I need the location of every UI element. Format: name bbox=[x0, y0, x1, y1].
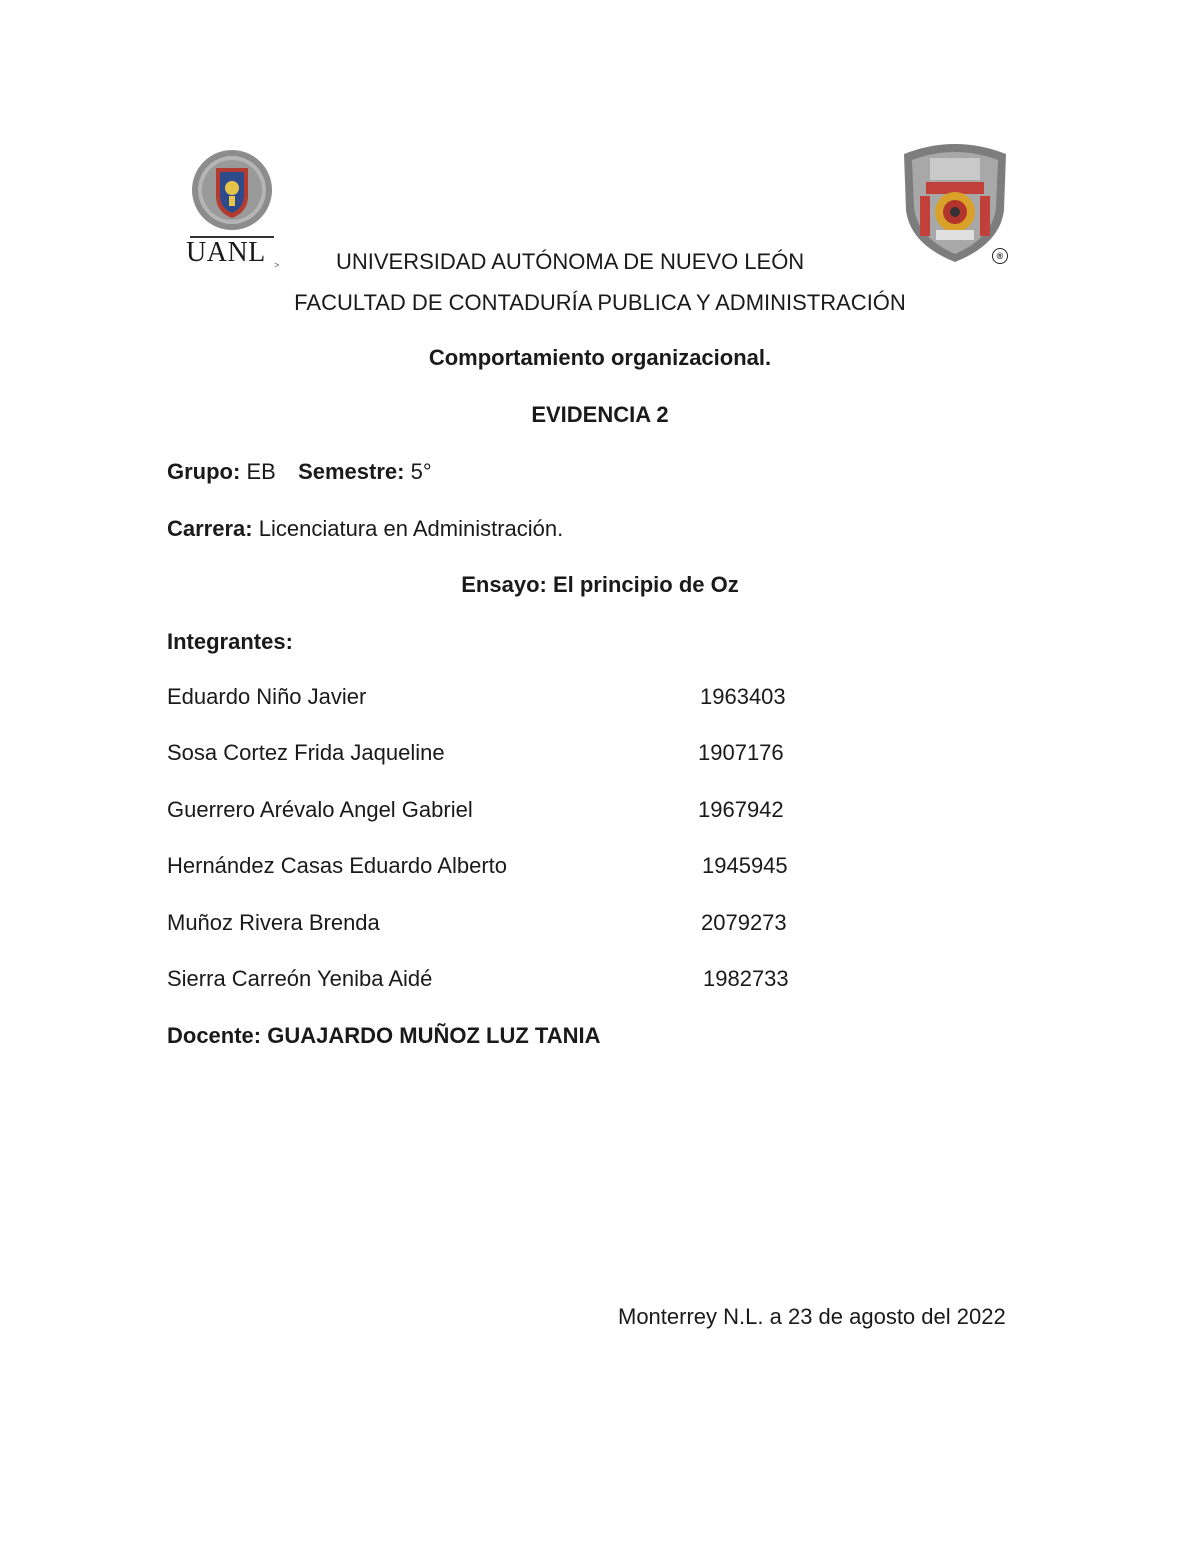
member-id: 1963403 bbox=[700, 684, 786, 709]
member-name: Eduardo Niño Javier bbox=[167, 684, 367, 709]
member-name: Hernández Casas Eduardo Alberto bbox=[167, 853, 507, 878]
teacher-line bbox=[167, 1023, 600, 1049]
member-id: 1907176 bbox=[698, 740, 784, 765]
career-label: Carrera: bbox=[167, 516, 253, 541]
registered-mark-icon: ® bbox=[992, 248, 1008, 264]
evidence-title: EVIDENCIA 2 bbox=[531, 402, 669, 427]
place-date: Monterrey N.L. a 23 de agosto del 2022 bbox=[618, 1304, 1006, 1329]
course-title: Comportamiento organizacional. bbox=[428, 345, 772, 370]
members-label: Integrantes: bbox=[167, 629, 293, 654]
career-value: Licenciatura en Administración. bbox=[258, 516, 564, 541]
member-name: Muñoz Rivera Brenda bbox=[167, 910, 380, 935]
semester-label: Semestre: bbox=[298, 459, 405, 484]
group-label: Grupo: bbox=[167, 459, 241, 484]
member-id: 1982733 bbox=[703, 966, 789, 991]
faculty-name: FACULTAD DE CONTADURÍA PUBLICA Y ADMINISTRACIÓN bbox=[294, 290, 906, 315]
uanl-logo-text: UANL bbox=[186, 237, 266, 268]
group-semester-line bbox=[167, 459, 432, 485]
member-name: Guerrero Arévalo Angel Gabriel bbox=[167, 797, 473, 822]
member-name: Sosa Cortez Frida Jaqueline bbox=[167, 740, 445, 765]
member-id: 1967942 bbox=[698, 797, 784, 822]
member-name: Sierra Carreón Yeniba Aidé bbox=[167, 966, 433, 991]
career-line bbox=[167, 516, 563, 542]
semester-value: 5° bbox=[410, 459, 432, 484]
member-id: 1945945 bbox=[702, 853, 788, 878]
facpya-seal-icon bbox=[896, 140, 1014, 266]
uanl-logo: UANL > bbox=[186, 148, 282, 274]
member-id: 2079273 bbox=[701, 910, 787, 935]
teacher-value: GUAJARDO MUÑOZ LUZ TANIA bbox=[267, 1023, 601, 1048]
facpya-logo bbox=[896, 140, 1014, 266]
essay-title: Ensayo: El principio de Oz bbox=[461, 572, 739, 597]
uanl-seal-icon bbox=[186, 148, 282, 238]
university-name: UNIVERSIDAD AUTÓNOMA DE NUEVO LEÓN bbox=[336, 249, 805, 274]
group-value: EB bbox=[246, 459, 276, 484]
teacher-label: Docente: bbox=[167, 1023, 262, 1048]
